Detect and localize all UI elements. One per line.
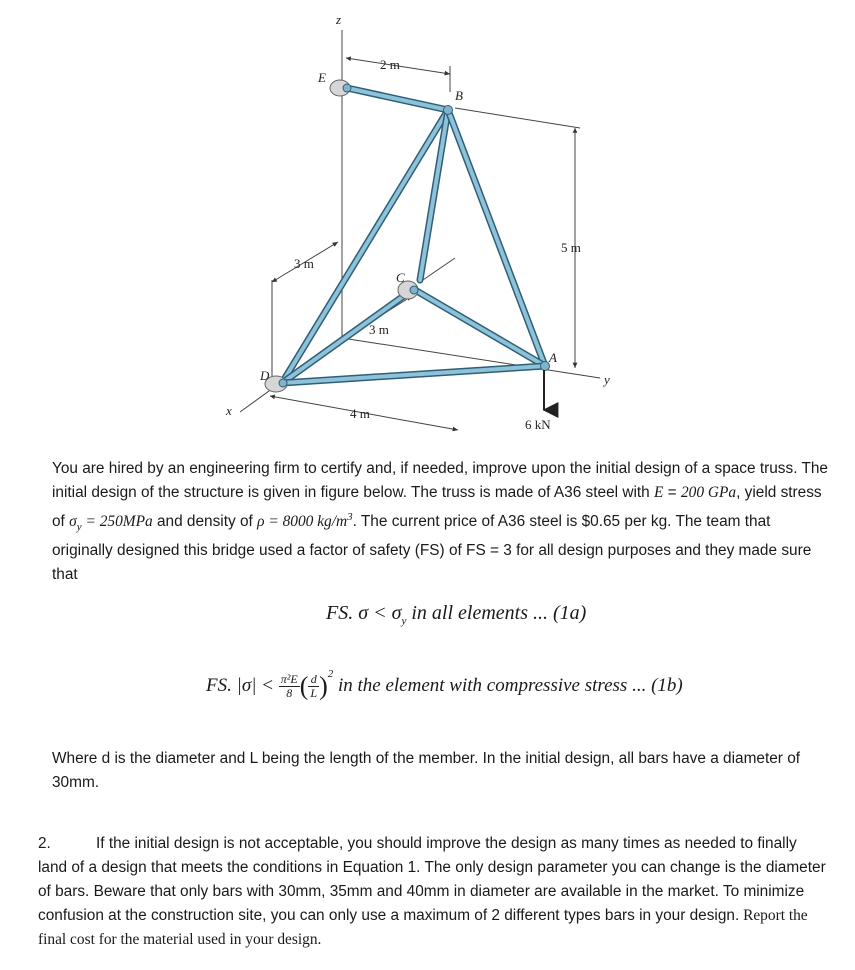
equation-1b: FS. |σ| < $\frac{\text{π²E}}{8}$ ( $\frac{d}{L}$ )$^2$ in the element with compressive stress ... (1b)	[206, 668, 683, 701]
truss-figure	[0, 0, 855, 450]
dim-label-3m-left: 3 m	[294, 256, 314, 271]
where-paragraph: Where d is the diameter and L being the length of the member. In the initial design, all bars have a diameter of 30mm.	[52, 750, 801, 791]
label-z: z	[336, 12, 342, 27]
label-x: x	[226, 403, 232, 418]
label-D: D	[260, 368, 270, 383]
truss-members	[282, 88, 545, 383]
label-C: C	[396, 270, 405, 285]
joint-B	[444, 106, 453, 115]
intro-paragraph: You are hired by an engineering firm to certify and, if needed, improve upon the initial design of a space truss. The initial design of the structure is given in figure below. The truss is made of A36 steel with E = 200 GPa, yield stress of $\sigma_y = 250MPa$ and density of ρ = 8000 $kg/m^3$. The current price of A36 steel is $0.65 per kg. The team that originally designed this bridge used a factor of safety (FS) of FS = 3 for all design purposes and they made sure that	[52, 460, 828, 584]
load-label: 6 kN	[525, 417, 551, 432]
dim-label-3m-center: 3 m	[369, 322, 389, 337]
dim-label-5m: 5 m	[561, 240, 581, 255]
axis-lines	[240, 30, 600, 412]
dim-label-2m: 2 m	[380, 57, 400, 72]
label-E: E	[318, 70, 326, 85]
label-y: y	[604, 372, 610, 387]
dim-label-4m: 4 m	[350, 406, 370, 421]
label-A: A	[549, 350, 557, 365]
equation-1a: FS. $\sigma < \sigma_y$ in all elements ... (1a)	[326, 602, 587, 627]
label-B: B	[455, 88, 463, 103]
task-item-2: 2. If the initial design is not acceptable, you should improve the design as many times as needed to finally land of a design that meets the conditions in Equation 1. The only design parameter you can change is the diameter of bars. Beware that only bars with 30mm, 35mm and 40mm in diameter are available in the market. To minimize confusion at the construction site, you can only use a maximum of 2 different types bars in your design. Report the final cost for the material used in your design.	[38, 835, 826, 948]
